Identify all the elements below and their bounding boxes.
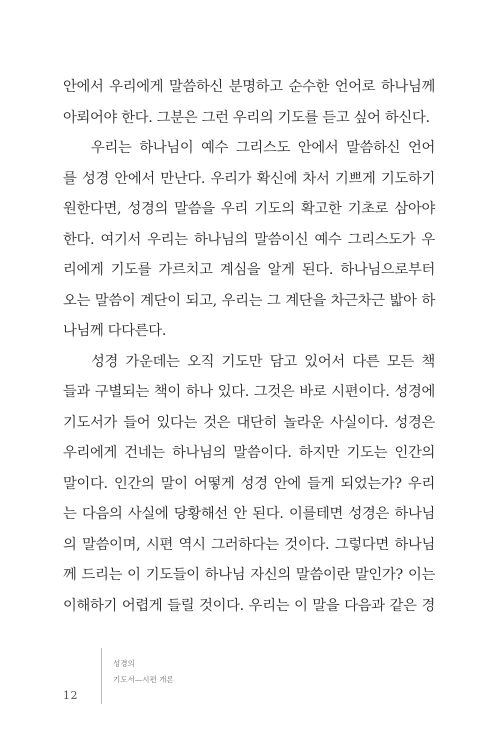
text-line: 는 다음의 사실에 당황해선 안 된다. 이를테면 성경은 하나님	[63, 506, 435, 522]
paragraph-3	[63, 347, 435, 622]
text-line: 성경 가운데는 오직 기도만 담고 있어서 다른 모든 책	[91, 353, 435, 370]
text-line: 를 성경 안에서 만난다. 우리가 확신에 차서 기쁘게 기도하기	[63, 170, 435, 187]
footer-divider	[101, 648, 102, 704]
text-line: 우리는 하나님이 예수 그리스도 안에서 말씀하신 언어	[91, 140, 435, 156]
text-line: 나님께 다다른다.	[63, 323, 167, 339]
running-head	[113, 656, 174, 688]
paragraph-1	[63, 72, 435, 133]
text-line: 말이다. 인간의 말이 어떻게 성경 안에 들게 되었는가? 우리	[63, 475, 435, 492]
text-line: 오는 말씀이 계단이 되고, 우리는 그 계단을 차근차근 밟아 하	[63, 292, 435, 309]
text-line: 아뢰어야 한다. 그분은 그런 우리의 기도를 듣고 싶어 하신다.	[63, 109, 430, 126]
page-footer	[63, 648, 213, 708]
paragraph-2	[63, 133, 435, 347]
running-head-subtitle: 기도서—시편 개론	[113, 675, 174, 684]
text-line: 리에게 기도를 가르치고 계심을 알게 된다. 하나님으로부터	[63, 262, 435, 278]
text-line: 께 드리는 이 기도들이 하나님 자신의 말씀이란 말인가? 이는	[63, 567, 435, 583]
text-line: 들과 구별되는 책이 하나 있다. 그것은 바로 시편이다. 성경에	[63, 384, 435, 400]
text-line: 한다. 여기서 우리는 하나님의 말씀이신 예수 그리스도가 우	[63, 231, 435, 248]
text-line: 안에서 우리에게 말씀하신 분명하고 순수한 언어로 하나님께	[63, 79, 435, 95]
text-line: 기도서가 들어 있다는 것은 대단히 놀라운 사실이다. 성경은	[63, 414, 435, 431]
page-number: 12	[63, 689, 78, 702]
text-line: 원한다면, 성경의 말씀을 우리 기도의 확고한 기초로 삼아야	[63, 201, 435, 217]
running-head-book-title: 성경의	[113, 659, 135, 668]
body-text	[63, 72, 435, 621]
text-line: 의 말씀이며, 시편 역시 그러하다는 것이다. 그렇다면 하나님	[63, 536, 435, 553]
text-line: 우리에게 건네는 하나님의 말씀이다. 하지만 기도는 인간의	[63, 445, 435, 461]
text-line: 이해하기 어렵게 들릴 것이다. 우리는 이 말을 다음과 같은 경	[63, 597, 435, 614]
